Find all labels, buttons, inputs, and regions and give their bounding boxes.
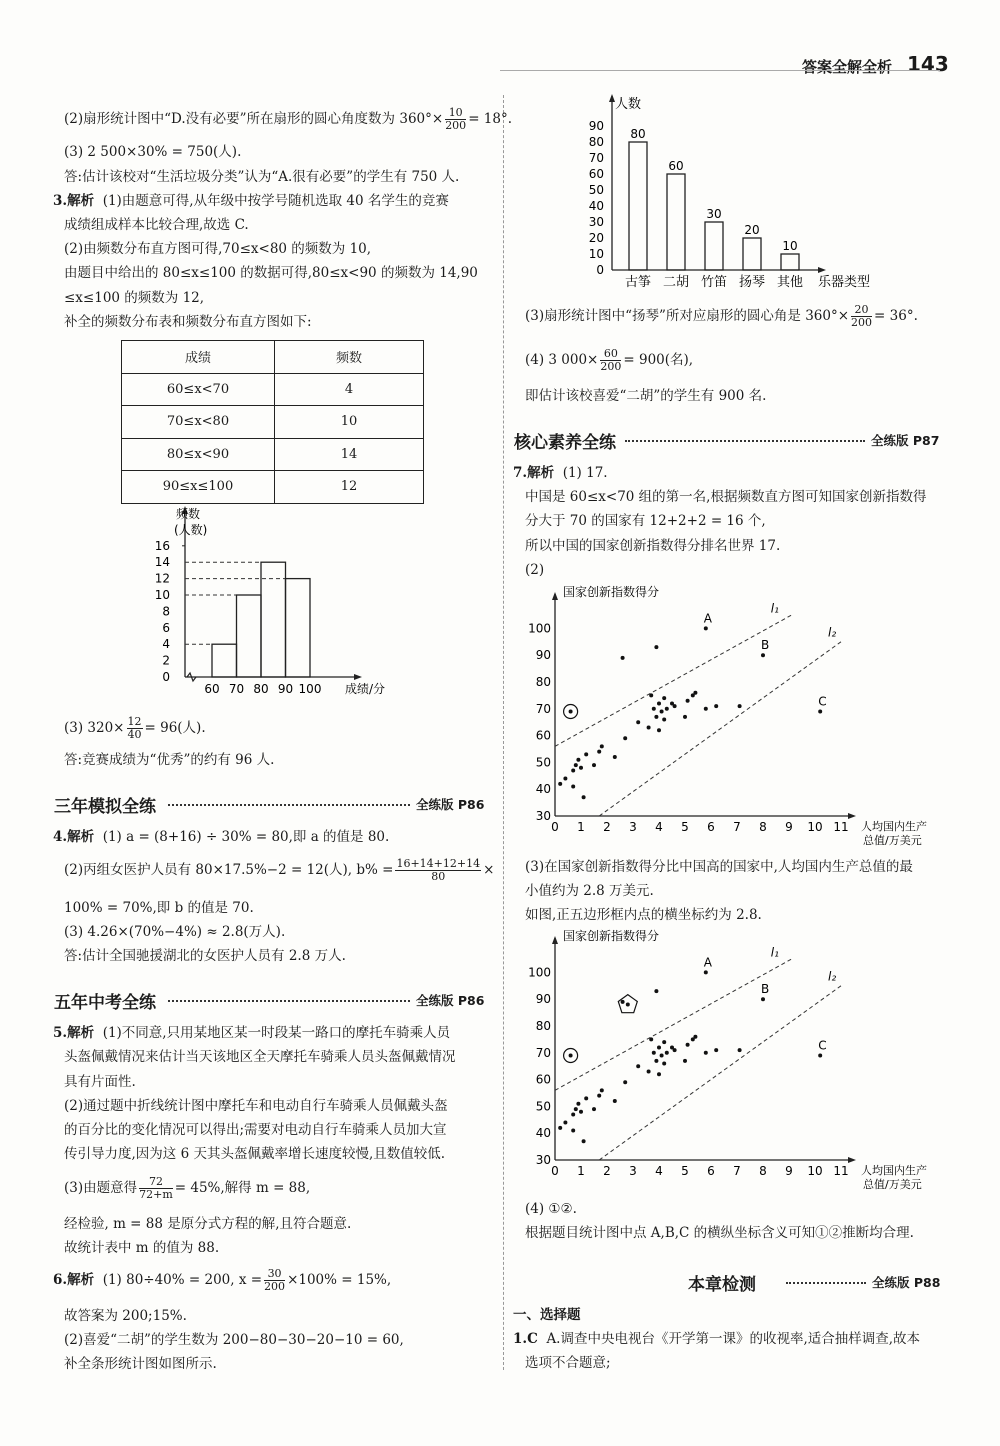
text-line: 4.解析 (1) a = (8+16) ÷ 30% = 80,即 a 的值是 80. [53,829,390,845]
data-point [574,763,578,767]
table-cell: 60≤x<70 [122,373,275,406]
text-line: 100% = 70%,即 b 的值是 70. [64,900,254,916]
data-point [600,1088,604,1092]
section-title: 本章检测 [688,1275,756,1295]
scatter-chart-2 [525,926,945,1194]
header-title: 答案全解全析 [802,58,893,76]
y-tick-label: 30 [535,1153,551,1167]
y-axis-label: (人数) [174,523,208,537]
data-point [592,1107,596,1111]
data-point [704,970,708,974]
text-line: (4) 3 000× $\frac{60}{200}$ = 900(名), [525,347,694,373]
category-label: 竹笛 [700,275,728,290]
y-tick-label: 40 [535,1126,551,1141]
y-tick-label: 100 [528,621,551,636]
y-tick-label: 70 [535,701,551,716]
data-point [571,1129,575,1133]
point-label: C [818,1038,827,1053]
line-l1 [555,615,792,746]
data-point [582,1139,586,1143]
data-point [662,718,666,722]
data-point [558,782,562,786]
data-point [704,1051,708,1055]
x-tick-label: 0 [551,1164,559,1178]
instrument-bar-chart [560,90,920,295]
data-point [657,1072,661,1076]
text-line: 即估计该校喜爱“二胡”的学生有 900 名. [525,388,767,404]
histogram-bar [261,562,286,677]
text-line: 头盔佩戴情况来估计当天该地区全天摩托车骑乘人员头盔佩戴情况 [64,1049,456,1065]
y-tick-label: 6 [162,620,170,635]
text-line: (4) ①②. [525,1201,577,1217]
x-tick-label: 6 [707,820,715,834]
data-point [579,1110,583,1114]
y-tick-label: 16 [154,538,170,553]
data-point [704,707,708,711]
x-tick-label: 60 [204,682,220,696]
bar [667,174,685,270]
text-line: 答:估计该校对“生活垃圾分类”认为“A.很有必要”的学生有 750 人. [64,169,460,185]
data-point [597,1094,601,1098]
text-line: 6.解析 (1) 80÷40% = 200, x = $\frac{30}{200}$ ×100% = 15%, [53,1267,392,1293]
data-point [738,1048,742,1052]
y-tick-label: 10 [154,588,170,602]
line-label-l1: l₁ [770,601,779,616]
data-point [657,1045,661,1049]
bar [705,222,723,270]
data-point [623,736,627,740]
x-tick-label: 80 [253,682,269,696]
data-point [558,1126,562,1130]
y-tick-label: 20 [588,231,604,245]
point-label: B [761,982,770,997]
x-axis-arrow [848,813,856,819]
y-tick-label: 80 [535,1019,551,1033]
y-tick-label: 50 [535,1099,551,1114]
table-cell: 12 [275,471,424,504]
x-axis-label: 人均国内生产 [861,820,927,833]
x-tick-label: 7 [733,1164,741,1178]
text-line: (2) [525,562,545,578]
text-line: (3)由题意得 $\frac{72}{72+m}$ = 45%,解得 m = 88, [64,1175,311,1201]
x-axis-arrow [354,674,362,680]
x-tick-label: 8 [759,1164,767,1178]
data-point [673,1048,677,1052]
y-tick-label: 40 [588,199,604,213]
point-label: A [703,611,713,626]
data-label: 80 [630,127,646,141]
x-axis-label: 成绩/分 [345,682,386,696]
data-point [657,701,661,705]
x-axis-label: 乐器类型 [818,275,871,290]
text-line: 根据题目统计图中点 A,B,C 的横纵坐标含义可知①②推断均合理. [525,1225,914,1241]
text-line: 补全的频数分布表和频数分布直方图如下: [64,314,312,330]
line-label-l2: l₂ [828,969,837,984]
data-label: 20 [744,223,760,237]
category-label: 其他 [776,275,804,290]
point-label: A [703,955,713,970]
y-tick-label: 30 [535,809,551,823]
x-axis-label: 总值/万美元 [863,1178,922,1191]
header-divider [500,70,940,71]
x-tick-label: 9 [785,1164,793,1178]
y-tick-label: 60 [535,1072,551,1087]
data-point [621,656,625,660]
y-axis-label: 国家创新指数得分 [563,585,660,599]
data-point [613,755,617,759]
y-tick-label: 60 [588,167,604,181]
section-ref: 全练版 P86 [416,993,485,1008]
y-tick-label: 60 [535,728,551,743]
x-tick-label: 1 [577,820,585,834]
text-line: (2)喜爱“二胡”的学生数为 200−80−30−20−10 = 60, [64,1332,404,1348]
column-divider [503,95,504,1370]
data-point [600,744,604,748]
x-tick-label: 4 [655,1164,663,1178]
x-tick-label: 0 [551,820,559,834]
section-ref: 全练版 P86 [416,797,485,812]
x-tick-label: 2 [603,1164,611,1178]
text-line: (3) 2 500×30% = 750(人). [64,144,242,160]
text-line: 具有片面性. [64,1074,136,1090]
frequency-table [121,340,424,504]
data-point [660,709,664,713]
scatter-chart-1 [525,582,945,850]
y-tick-label: 14 [154,555,170,570]
histogram-bar [237,595,262,677]
y-tick-label: 80 [535,675,551,689]
x-tick-label: 1 [577,1164,585,1178]
data-point [597,750,601,754]
line-l2 [599,986,841,1160]
data-point [693,1035,697,1039]
data-point [569,709,573,713]
text-line: 传引导力度,因为这 6 天其头盔佩戴率增长速度较慢,且数值较低. [64,1146,446,1162]
y-tick-label: 0 [162,670,170,684]
data-point [584,752,588,756]
histogram-bar [212,644,237,677]
data-point [818,1053,822,1057]
y-tick-label: 70 [535,1045,551,1060]
y-tick-label: 12 [154,571,170,586]
point-label: B [761,638,770,653]
table-cell: 10 [275,406,424,439]
category-label: 扬琴 [738,275,766,290]
section-dots [786,1282,866,1284]
bar [629,142,647,270]
data-point [576,1102,580,1106]
text-line: 故统计表中 m 的值为 88. [64,1240,220,1256]
x-tick-label: 9 [785,820,793,834]
y-tick-label: 0 [596,263,604,277]
x-tick-label: 8 [759,820,767,834]
section-dots [168,1000,410,1002]
text-line: (3) 320× $\frac{12}{40}$ = 96(人). [64,715,206,741]
data-point [662,1062,666,1066]
x-tick-label: 7 [733,820,741,834]
data-point [654,1059,658,1063]
section-title: 五年中考全练 [54,993,156,1013]
data-point [584,1096,588,1100]
data-point [654,645,658,649]
data-point [649,1037,653,1041]
text-line: 中国是 60≤x<70 组的第一名,根据频数直方图可知国家创新指数得 [525,489,927,505]
category-label: 二胡 [662,275,690,290]
y-axis-arrow [552,592,558,600]
data-point [571,1112,575,1116]
bar [743,238,761,270]
y-tick-label: 30 [588,215,604,229]
y-tick-label: 50 [588,183,604,197]
data-point [657,728,661,732]
x-tick-label: 5 [681,820,689,834]
data-point [686,699,690,703]
data-point [704,626,708,630]
data-label: 30 [706,207,722,221]
x-tick-label: 10 [807,820,823,834]
y-tick-label: 80 [588,135,604,149]
y-tick-label: 90 [535,992,551,1007]
text-line: 的百分比的变化情况可以得出;需要对电动自行车骑乘人员加大宣 [64,1122,447,1138]
data-point [647,726,651,730]
page-number: 143 [907,52,949,76]
text-line: 答:竞赛成绩为“优秀”的约有 96 人. [64,752,275,768]
y-tick-label: 8 [162,604,170,619]
data-label: 60 [668,159,684,173]
y-axis-label: 人数 [615,97,642,112]
line-label-l2: l₂ [828,625,837,640]
text-line: 一、选择题 [513,1307,581,1323]
data-point [683,715,687,719]
text-line: 由题目中给出的 80≤x≤100 的数据可得,80≤x<90 的频数为 14,90 [64,265,478,281]
text-line: 3.解析 (1)由题意可得,从年级中按学号随机选取 40 名学生的竞赛 [53,193,449,209]
text-line: 选项不合题意; [525,1355,611,1371]
text-line: 成绩组成样本比较合理,故选 C. [64,217,249,233]
data-point [636,1064,640,1068]
text-line: 故答案为 200;15%. [64,1308,187,1324]
data-point [579,766,583,770]
data-point [693,691,697,695]
x-tick-label: 2 [603,820,611,834]
text-line: (2)丙组女医护人员有 80×17.5%−2 = 12(人), b% = $\frac{16+14+12+14}{80}$ × [64,857,495,883]
data-point [574,1107,578,1111]
table-cell: 90≤x≤100 [122,471,275,504]
text-line: 小值约为 2.8 万美元. [525,883,654,899]
data-point [673,704,677,708]
data-point [686,1043,690,1047]
x-axis-label: 总值/万美元 [863,834,922,847]
x-tick-label: 4 [655,820,663,834]
y-tick-label: 40 [535,782,551,797]
data-point [714,704,718,708]
x-tick-label: 90 [277,682,294,696]
section-ref: 全练版 P88 [872,1275,941,1290]
y-axis-arrow [552,936,558,944]
data-point [714,1048,718,1052]
table-cell: 80≤x<90 [122,438,275,471]
data-point [662,696,666,700]
category-label: 古筝 [624,275,652,290]
data-point [665,1051,669,1055]
data-point [623,1080,627,1084]
x-axis-arrow [818,267,826,273]
y-tick-label: 2 [162,653,170,668]
data-point [626,1003,630,1007]
text-line: (3)扇形统计图中“扬琴”所对应扇形的圆心角是 360°× $\frac{20}{200}$ = 36°. [525,303,918,329]
text-line: (3)在国家创新指数得分比中国高的国家中,人均国内生产总值的最 [525,859,913,875]
data-point [761,997,765,1001]
text-line: 所以中国的国家创新指数得分排名世界 17. [525,538,781,554]
data-point [652,1051,656,1055]
section-dots [168,804,410,806]
line-label-l1: l₁ [770,945,779,960]
x-axis-arrow [848,1157,856,1163]
data-point [592,763,596,767]
data-point [636,720,640,724]
data-point [761,653,765,657]
data-point [654,989,658,993]
text-line: (3) 4.26×(70%−4%) ≈ 2.8(万人). [64,924,286,940]
data-point [571,785,575,789]
data-point [665,707,669,711]
text-line: 5.解析 (1)不同意,只用某地区某一时段某一路口的摩托车骑乘人员 [53,1025,451,1041]
text-line: (2)扇形统计图中“D.没有必要”所在扇形的圆心角度数为 360°× $\frac{10}{200}$ = 18°. [64,106,513,132]
text-line: (2)通过题中折线统计图中摩托车和电动自行车骑乘人员佩戴头盔 [64,1098,448,1114]
histogram-bar [286,579,311,677]
section-title: 三年模拟全练 [54,797,156,817]
data-point [571,768,575,772]
y-tick-label: 90 [535,648,551,663]
data-point [738,704,742,708]
section-dots [625,440,865,442]
table-cell: 14 [275,438,424,471]
line-l1 [555,959,792,1090]
data-point [660,1053,664,1057]
table-cell: 4 [275,373,424,406]
x-tick-label: 11 [833,1164,849,1178]
data-point [649,693,653,697]
data-point [576,758,580,762]
table-header: 频数 [275,341,424,374]
text-line: 1.C A.调查中央电视台《开学第一课》的收视率,适合抽样调查,故本 [513,1331,921,1347]
bar [781,254,799,270]
text-line: ≤x≤100 的频数为 12, [64,290,205,306]
text-line: 经检验, m = 88 是原分式方程的解,且符合题意. [64,1216,352,1232]
text-line: 答:估计全国驰援湖北的女医护人员有 2.8 万人. [64,948,346,964]
data-point [569,1053,573,1057]
data-point [662,1040,666,1044]
y-tick-label: 10 [588,247,604,261]
data-label: 10 [782,239,798,253]
x-tick-label: 6 [707,1164,715,1178]
text-line: (2)由频数分布直方图可得,70≤x<80 的频数为 10, [64,241,372,257]
x-axis-label: 人均国内生产 [861,1164,927,1177]
data-point [563,1120,567,1124]
table-header: 成绩 [122,341,275,374]
x-tick-label: 10 [807,1164,823,1178]
y-tick-label: 70 [588,151,604,165]
data-point [582,795,586,799]
y-tick-label: 90 [588,119,604,133]
data-point [654,715,658,719]
y-tick-label: 4 [162,637,170,652]
y-axis-label: 国家创新指数得分 [563,929,660,943]
text-line: 分大于 70 的国家有 12+2+2 = 16 个, [525,513,766,529]
data-point [563,776,567,780]
x-tick-label: 5 [681,1164,689,1178]
text-line: 7.解析 (1) 17. [513,465,608,481]
section-ref: 全练版 P87 [871,433,940,448]
x-tick-label: 100 [298,682,322,696]
x-tick-label: 11 [833,820,849,834]
data-point [818,709,822,713]
data-point [621,1000,625,1004]
table-cell: 70≤x<80 [122,406,275,439]
text-line: 补全条形统计图如图所示. [64,1356,217,1372]
line-l2 [599,642,841,816]
data-point [652,707,656,711]
x-tick-label: 3 [629,820,637,834]
x-tick-label: 70 [228,682,245,696]
data-point [683,1059,687,1063]
frequency-histogram [140,500,400,700]
y-tick-label: 50 [535,755,551,770]
section-title: 核心素养全练 [514,433,616,453]
data-point [613,1099,617,1103]
point-label: C [818,694,827,709]
text-line: 如图,正五边形框内点的横坐标约为 2.8. [525,907,762,923]
data-point [647,1070,651,1074]
y-tick-label: 100 [528,965,551,980]
y-axis-label: 频数 [176,507,201,521]
x-tick-label: 3 [629,1164,637,1178]
